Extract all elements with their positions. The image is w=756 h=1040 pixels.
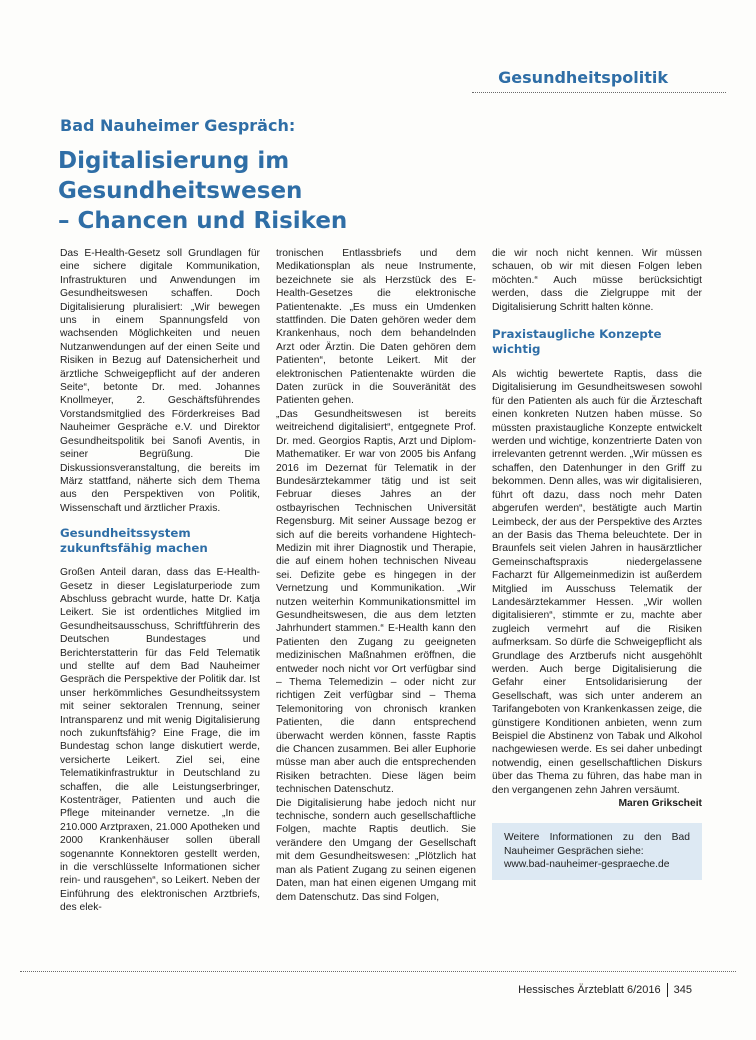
column-3 (492, 247, 702, 880)
author-byline: Maren Grikscheit (618, 798, 702, 810)
body-paragraph: tronischen Entlassbriefs und dem Medikationsplan als neue Instrumente, bezeichnete sie als Herzstück des E-Health-Gesetzes die elektronische Patientenakte. „Es muss ein Umdenken stattfinden. Die Daten gehören weder dem Krankenhaus, noch dem behandelnden Arzt oder Ärztin. Die Daten gehören dem Patienten“, betonte Leikert. Mit der elektronischen Patientenakte würden die Daten zurück in die Souveränität des Patienten gehen. (276, 248, 476, 407)
section-label: Gesundheitspolitik (498, 68, 668, 87)
body-paragraph: Die Digitalisierung habe jedoch nicht nur technische, sondern auch gesellschaftliche Folgen, machte Raptis deutlich. Sie verändere den Umgang der Gesellschaft mit dem Gesundheitswesen: „Plötzlich hat man als Patient Zugang zu seinen eigenen Daten, man hat einen eigenen Umgang mit dem Datenschutz. Das sind Folgen, (276, 797, 476, 903)
subheading-zukunftsfaehig: Gesundheitssystem zukunftsfähig machen (60, 526, 208, 555)
title-line-2: – Chancen und Risiken (58, 208, 348, 234)
footer-separator (667, 983, 668, 997)
page-footer (518, 983, 692, 997)
article-title (58, 146, 538, 236)
body-paragraph: Großen Anteil daran, dass das E-Health-Gesetz in dieser Legislaturperiode zum Abschluss gebracht wurde, hatte Dr. Katja Leikert. Sie ist ordentliches Mitglied im Gesundheitsausschuss, Schriftführerin des Deutschen Bundestages und Berichterstatterin für das Feld Telematik und stellte auf dem Bad Nauheimer Gespräch die Perspektive der Politik dar. Ist unser herkömmliches Gesundheitssystem mit seiner sektoralen Trennung, seiner Intransparenz und mit wenig Digitalisierung noch zukunftsfähig? Eine Frage, die im Bundestag schon lange diskutiert werde, versicherte Leikert. Ziel sei, eine Telematikinfrastruktur in Deutschland zu schaffen, die alle Leistungserbringer, Kostenträger, Patienten und auch die Pflege miteinander vernetze. „In die 210.000 Arztpraxen, 21.000 Apotheken und 2000 Krankenhäuser sollen überall sogenannte Konnektoren gestellt werden, in die verschlüsselte Informationen sicher rein- und rausgehen“, so Leikert. Neben der Einführung des elektronischen Arztbriefs, des elek- (60, 567, 260, 914)
column-2 (276, 247, 476, 904)
column-1 (60, 247, 260, 915)
info-box-url[interactable]: www.bad-nauheimer-gespraeche.de (504, 859, 670, 871)
page-number: 345 (673, 984, 692, 996)
publication-name: Hessisches Ärzteblatt 6/2016 (518, 984, 661, 996)
body-paragraph: „Das Gesundheitswesen ist bereits weitreichend digitalisiert“, entgegnete Prof. Dr. med. Georgios Raptis, Arzt und Diplom-Mathematiker. Er war von 2005 bis Anfang 2016 im Dezernat für Telematik in der Bundesärztekammer tätig und ist seit Februar dieses Jahres an der ostbayrischen Technischen Universität Regensburg. Mit seiner Aussage bezog er sich auf die bereits vorhandene Hightech-Medizin mit ihrer Diagnostik und Therapie, die auf einem hohen technischen Niveau sei. Defizite gebe es hingegen in der Vernetzung und Kommunikation. „Wir nutzen weiterhin Kommunikationsmittel im Gesundheitswesen, die aus dem letzten Jahrhundert stammen.“ E-Health kann den Patienten den Zugang zu geeigneten medizinischen Maßnahmen eröffnen, die entweder noch nicht vor Ort verfügbar sind – Thema Telemedizin – oder nicht zur richtigen Zeit verfügbar sind – Thema Telemonitoring von chronisch kranken Patienten, die dann entsprechend überwacht werden können, fasste Raptis die Chancen zusammen. Bei aller Euphorie müsse man aber auch die entsprechenden Risiken betrachten. Diese lägen beim technischen Datenschutz. (276, 408, 476, 796)
article-kicker: Bad Nauheimer Gespräch: (60, 116, 296, 135)
subheading-praxistauglich: Praxistaugliche Konzepte wichtig (492, 327, 662, 356)
article-body (60, 247, 702, 959)
title-line-1: Digitalisierung im Gesundheitswesen (58, 148, 303, 204)
info-box-text: Weitere Informationen zu den Bad Nauheimer Gesprächen siehe: (504, 832, 690, 857)
info-box (492, 823, 702, 879)
intro-paragraph: Das E-Health-Gesetz soll Grundlagen für eine sichere digitale Kommunikation, Infrastrukturen und Anwendungen im Gesundheitswesen schaffen. Doch Digitalisierung pluralisiert: „Wir bewegen uns in einem Spannungsfeld von wachsenden Möglichkeiten und neuen Nutzanwendungen auf der einen Seite und Risiken in Bezug auf Datensicherheit und ärztliche Schweigepflicht auf der anderen Seite“, betonte Dr. med. Johannes Knollmeyer, 2. Geschäftsführendes Vorstandsmitglied des Förderkreises Bad Nauheimer Gespräche e.V. und Direktor Gesundheitspolitik bei Sanofi Aventis, in seiner Begrüßung. Die Diskussionsveranstaltung, die bereits im März stattfand, näherte sich dem Thema aus den Perspektiven von Politik, Wissenschaft und ärztlicher Praxis. (60, 248, 260, 514)
footer-divider (20, 971, 736, 972)
section-divider (472, 92, 726, 93)
body-paragraph: Als wichtig bewertete Raptis, dass die Digitalisierung im Gesundheitswesen sowohl für den Patienten als auch für die Ärzteschaft einen konkreten Nutzen haben müsse. So müssten praxistaugliche Konzepte entwickelt werden und wichtige, konzentrierte Daten von irrelevanten getrennt werden. „Wir müssen es schaffen, den Datenhunger in den Griff zu bekommen. Denn alles, was wir digitalisieren, führt oft dazu, dass noch mehr Daten abgerufen werden“, bestätigte auch Martin Leimbeck, der aus der Perspektive des Arztes an der Basis das Thema beleuchtete. Der in Braunfels seit vielen Jahren in hausärztlicher Gemeinschaftspraxis niedergelassene Facharzt für Allgemeinmedizin ist außerdem Mitglied im Ausschuss Telematik der Landesärztekammer Hessen. „Wir wollen digitalisieren“, stimmte er zu, machte aber zugleich vermehrt auf die Risiken aufmerksam. So dürfe die Schweigepflicht als Grundlage des Arztberufs nicht ausgehöhlt werden. Auch berge Digitalisierung die Gefahr einer Entsolidarisierung der Gesellschaft, was sich unter anderem an Tarifangeboten von Krankenkassen zeige, die günstigere Konditionen anbieten, wenn zum Beispiel die Abstinenz von Tabak und Alkohol nachgewiesen werde. Es sei daher unbedingt notwendig, einen gesellschaftlichen Diskurs über das Thema zu führen, das habe man in den vergangenen zehn Jahren versäumt. (492, 369, 702, 796)
body-paragraph: die wir noch nicht kennen. Wir müssen schauen, ob wir mit diesen Folgen leben möchten.“ Auch müsse berücksichtigt werden, dass die Zielgruppe mit der Digitalisierung Schritt halten könne. (492, 248, 702, 313)
